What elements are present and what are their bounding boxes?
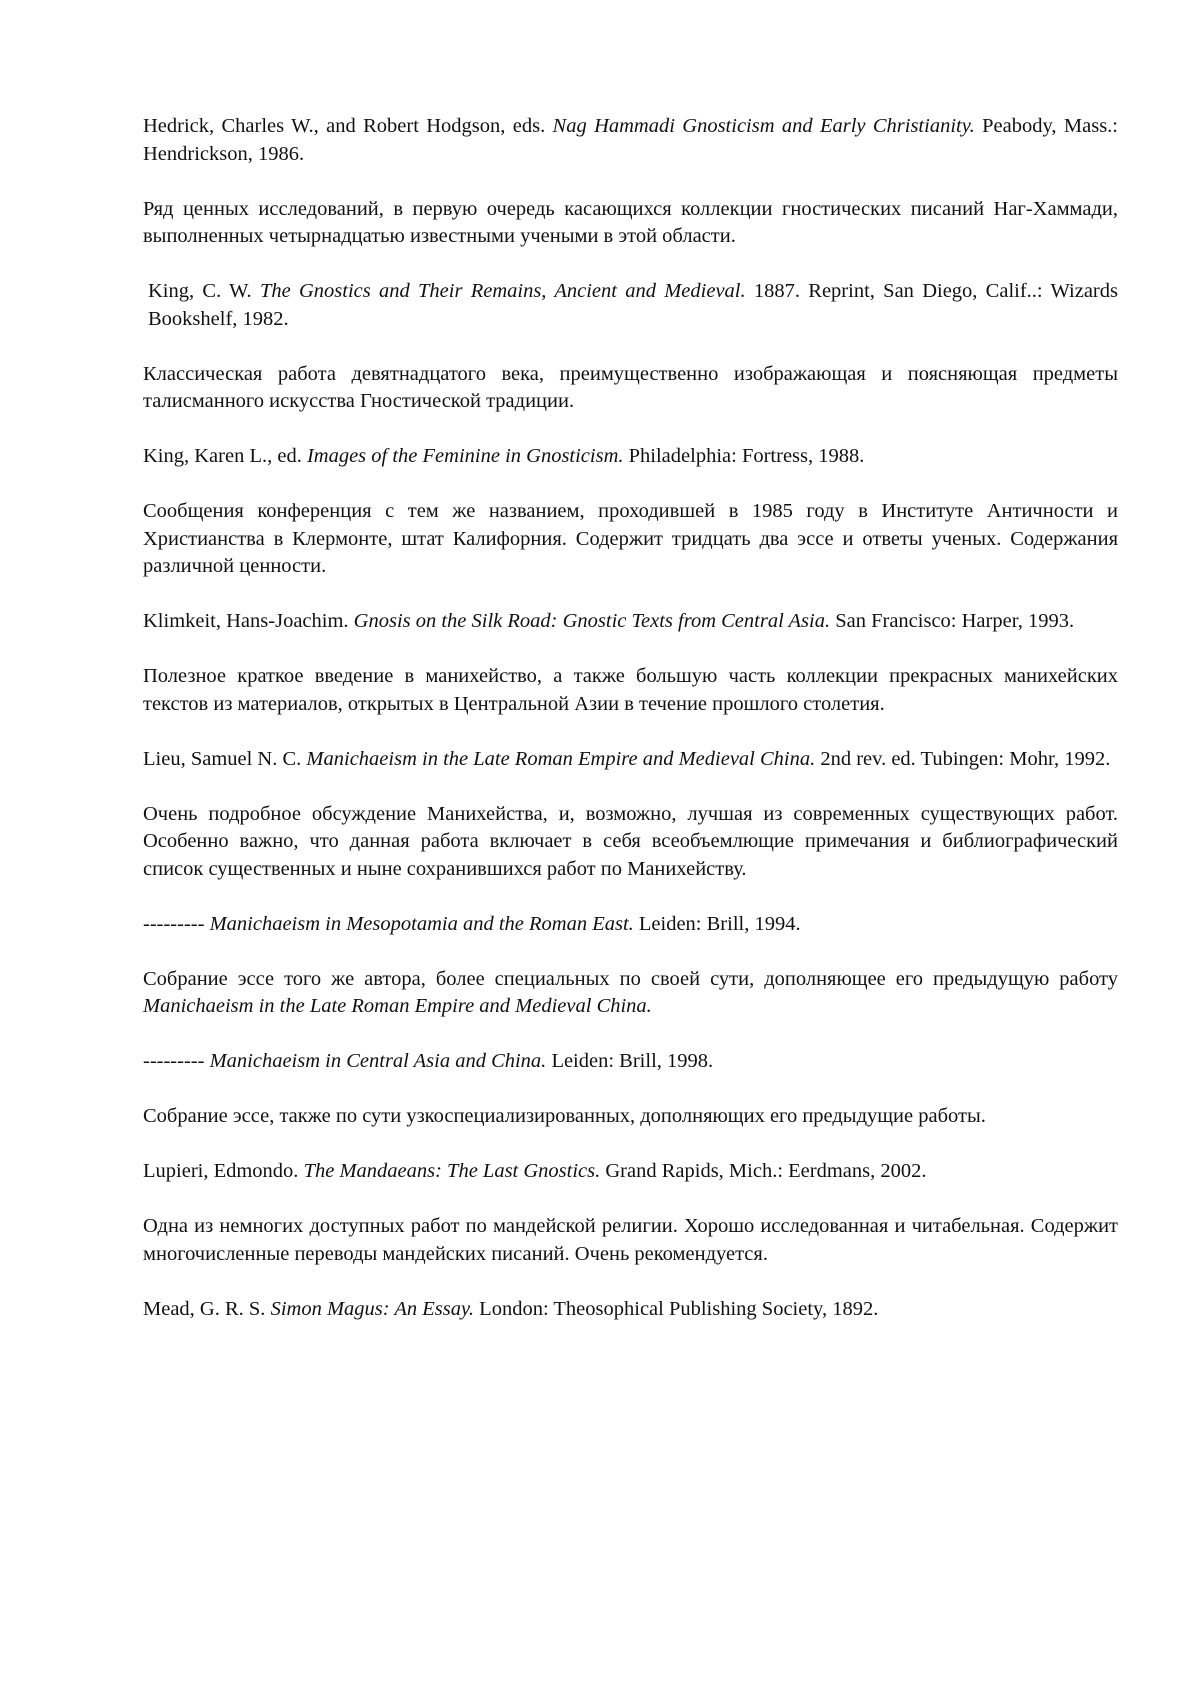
entry-publication: London: Theosophical Publishing Society, 1892. [474, 1297, 879, 1320]
document-page [143, 113, 1118, 1351]
entry-title: Manichaeism in the Late Roman Empire and Medieval China. [306, 747, 816, 770]
entry-author: King, Karen L., ed. [143, 445, 307, 467]
annotation-klimkeit: Полезное краткое введение в манихейство, а также большую часть коллекции прекрасных манихейских текстов из материалов, открытых в Центральной Азии в течение прошлого столетия. [143, 665, 1118, 715]
annotation-lieu-1: Очень подробное обсуждение Манихейства, и, возможно, лучшая из современных существующих работ. Особенно важно, что данная работа включает в себя всеобъемлющие примечания и библиографический список существенных и ныне сохранившихся работ по Манихейству. [143, 802, 1118, 880]
bibliography-entry-lieu-1 [143, 746, 1118, 774]
entry-title: Nag Hammadi Gnosticism and Early Christianity. [552, 115, 975, 137]
entry-title: Images of the Feminine in Gnosticism. [306, 445, 624, 467]
bibliography-entry-mead [143, 1296, 1118, 1324]
entry-publication: Peabody, Mass.: Hendrickson, 1986. [143, 115, 1118, 165]
bibliography-entry-lieu-3 [143, 1048, 1118, 1076]
bibliography-entry-king-karen [143, 443, 1118, 471]
annotation-lieu-2 [143, 966, 1118, 1021]
entry-dashes: --------- [143, 912, 210, 935]
annotation-referenced-title: Manichaeism in the Late Roman Empire and Medieval China. [143, 995, 652, 1017]
bibliography-entry-hedrick [143, 113, 1118, 168]
entry-title: The Mandaeans: The Last Gnostics. [303, 1160, 601, 1182]
annotation-hedrick: Ряд ценных исследований, в первую очередь касающихся коллекции гностических писаний Наг-Хаммади, выполненных четырнадцатью известными учеными в этой области. [143, 197, 1118, 247]
entry-publication: Leiden: Brill, 1994. [633, 912, 801, 935]
entry-author: Klimkeit, Hans-Joachim. [143, 610, 354, 632]
entry-publication: Philadelphia: Fortress, 1988. [623, 445, 865, 467]
annotation-king-karen: Сообщения конференция с тем же названием, проходившей в 1985 году в Институте Античности и Христианства в Клермонте, штат Калифорния. Содержит тридцать два эссе и ответы ученых. Содержания различной ценности. [143, 500, 1118, 577]
entry-author: Mead, G. R. S. [143, 1297, 271, 1320]
entry-title: Manichaeism in Mesopotamia and the Roman East. [209, 912, 634, 935]
entry-publication: 1887. Reprint, San Diego, Calif..: Wizards Bookshelf, 1982. [148, 280, 1118, 330]
bibliography-entry-klimkeit [143, 608, 1118, 636]
entry-author: Lieu, Samuel N. C. [143, 747, 307, 770]
bibliography-entry-lupieri [143, 1158, 1118, 1186]
entry-author: King, C. W. [148, 280, 260, 302]
entry-publication: Leiden: Brill, 1998. [546, 1050, 714, 1072]
entry-title: Simon Magus: An Essay. [270, 1297, 475, 1320]
entry-title: Manichaeism in Central Asia and China. [209, 1050, 547, 1072]
entry-publication: San Francisco: Harper, 1993. [830, 610, 1075, 632]
bibliography-entry-lieu-2 [143, 911, 1118, 939]
entry-title: Gnosis on the Silk Road: Gnostic Texts from Central Asia. [353, 610, 831, 632]
entry-title: The Gnostics and Their Remains, Ancient and Medieval. [259, 280, 746, 302]
bibliography-entry-king-cw [143, 278, 1118, 333]
entry-author: Hedrick, Charles W., and Robert Hodgson, eds. [143, 115, 553, 137]
entry-dashes: --------- [143, 1050, 210, 1072]
annotation-king-cw: Классическая работа девятнадцатого века, преимущественно изображающая и поясняющая предметы талисманного искусства Гностической традиции. [143, 362, 1118, 412]
entry-publication: Grand Rapids, Mich.: Eerdmans, 2002. [600, 1160, 927, 1182]
annotation-text: Собрание эссе того же автора, более специальных по своей сути, дополняющее его предыдущую работу [143, 967, 1118, 990]
entry-author: Lupieri, Edmondo. [143, 1160, 304, 1182]
annotation-lupieri: Одна из немногих доступных работ по мандейской религии. Хорошо исследованная и читабельная. Содержит многочисленные переводы мандейских писаний. Очень рекомендуется. [143, 1215, 1118, 1265]
entry-publication: 2nd rev. ed. Tubingen: Mohr, 1992. [815, 747, 1111, 770]
annotation-lieu-3: Собрание эссе, также по сути узкоспециализированных, дополняющих его предыдущие работы. [143, 1105, 986, 1127]
